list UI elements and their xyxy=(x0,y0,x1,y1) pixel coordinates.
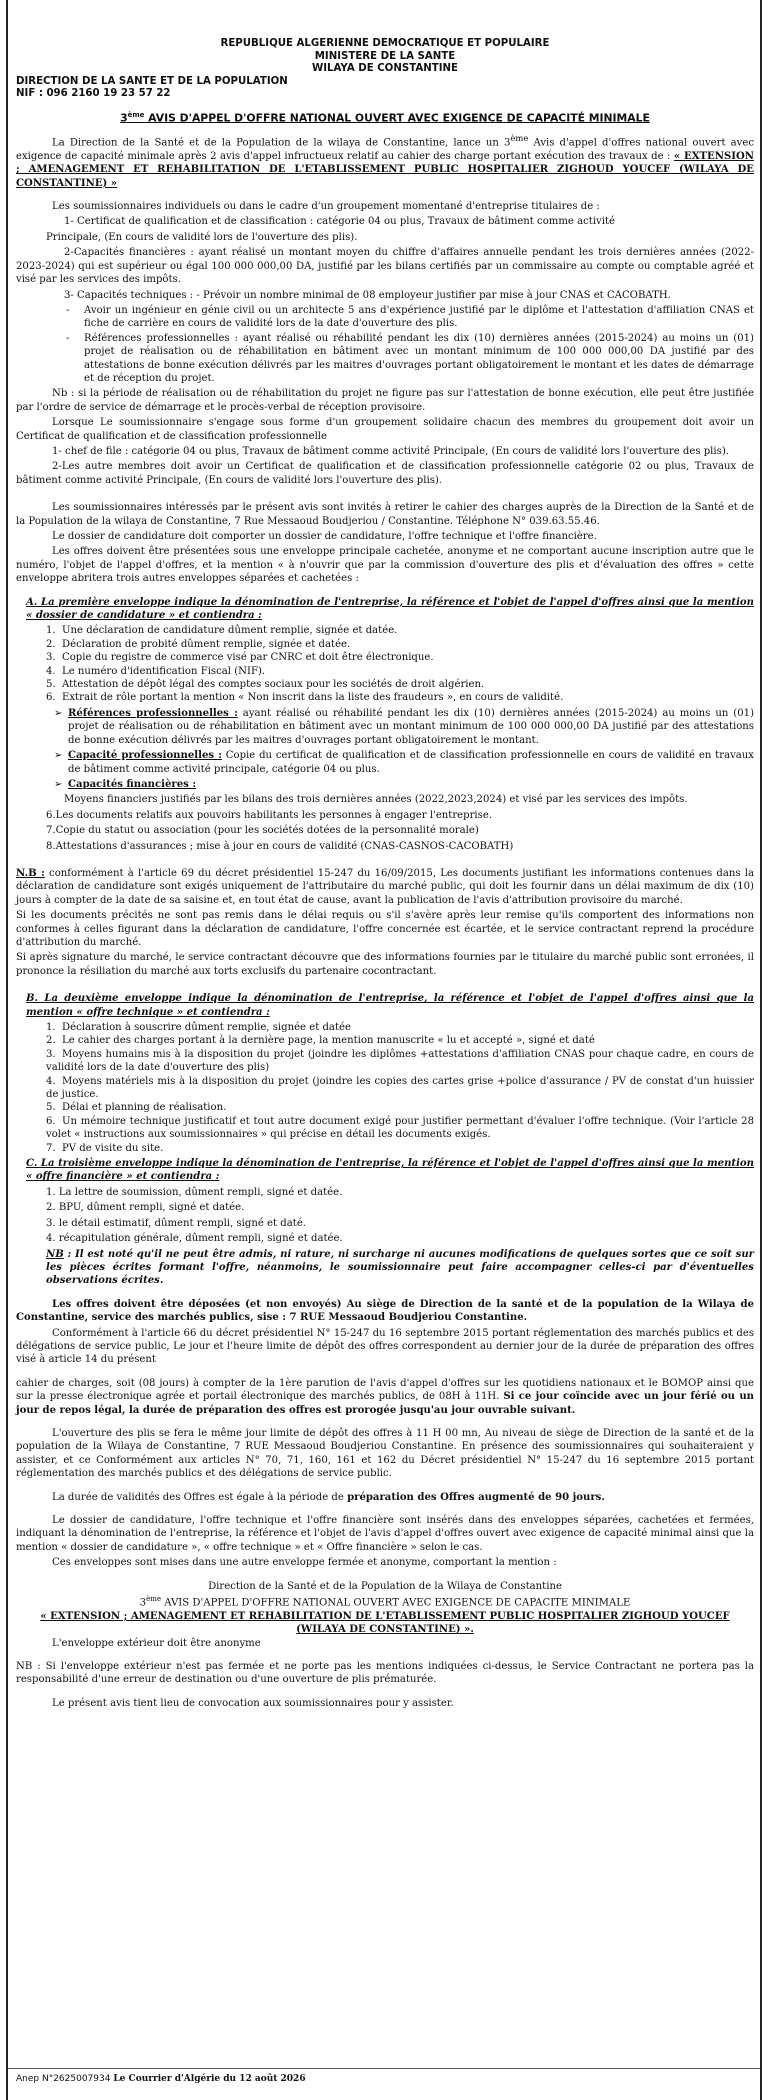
section-a-item-2 xyxy=(46,638,754,651)
newspaper-date: Le Courrier d'Algérie du 12 août 2026 xyxy=(113,2074,306,2084)
section-b-item-text: PV de visite du site. xyxy=(62,1142,164,1154)
section-a-item-number: 1. xyxy=(46,625,56,637)
header-wilaya: WILAYA DE CONSTANTINE xyxy=(311,63,458,74)
deposit-schedule xyxy=(16,1377,754,1417)
eligibility-technical: 3- Capacités techniques : - Prévoir un nombre minimal de 08 employeur justifier par mise à jour CNAS et CACOBATH. xyxy=(64,289,671,301)
project-name: « EXTENSION ; AMENAGEMENT ET REHABILITATION DE L'ETABLISSEMENT PUBLIC HOSPITALIER ZIGHOUD YOUCEF (WILAYA DE CONSTANTINE) » xyxy=(16,150,754,189)
section-a-item-3 xyxy=(46,651,754,664)
tender-notice xyxy=(16,38,754,1712)
section-c-item-4: 4. récapitulation générale, dûment rempli, signé et datée. xyxy=(46,1233,343,1245)
section-b-heading: B. La deuxième enveloppe indique la dénomination de l'entreprise, la référence et l'objet de l'appel d'offres ainsi que la mention « offre technique » et contiendra : xyxy=(26,993,754,1018)
section-a-item-text: Le numéro d'identification Fiscal (NIF). xyxy=(62,665,266,677)
section-a-item-text: Copie du registre de commerce visé par CNRC et doit être électronique. xyxy=(62,652,434,664)
section-b-item-2 xyxy=(46,1034,754,1047)
section-a-item-text: Une déclaration de candidature dûment remplie, signée et datée. xyxy=(62,625,398,637)
section-c-heading: C. La troisième enveloppe indique la dénomination de l'entreprise, la référence et l'objet de l'appel d'offres ainsi que la mention « offre financière » et contiendra : xyxy=(26,1158,754,1183)
group-members: 2-Les autre membres doit avoir un Certificat de qualification et de classification professionnelle catégorie 02 ou plus, Travaux de bâtiment comme activité Principale, (En cours de validité lors l'ouverture des plis). xyxy=(16,461,754,486)
section-a-item-text: Attestation de dépôt légal des comptes sociaux pour les sociétés de droit algérien. xyxy=(62,679,485,691)
cap-fin-item: ➢ Capacités financières : xyxy=(54,778,197,790)
outer-envelope-paragraph: Ces enveloppes sont mises dans une autre enveloppe fermée et anonyme, comportant la mention : xyxy=(52,1557,557,1569)
section-b-item-1 xyxy=(46,1021,754,1034)
section-b-item-text: Le cahier des charges portant à la dernière page, la mention manuscrite « lu et accepté », signé et daté xyxy=(62,1035,595,1047)
section-b-item-text: Moyens humains mis à la disposition du projet (joindre les diplômes +attestations d'affiliation CNAS pour chaque cadre, en cours de validité lors de la date d'ouverture des plis) xyxy=(46,1048,754,1074)
closing-nb: NB : Si l'enveloppe extérieur n'est pas fermée et ne porte pas les mentions indiquées ci-dessus, le Service Contractant ne portera pas la responsabilité d'une erreur de destination ou d'une ouverture de plis prématurée. xyxy=(16,1661,754,1686)
cap-fin-text: Moyens financiers justifiés par les bilans des trois dernières années (2022,2023,2024) et visé par les services des impôts. xyxy=(64,794,688,806)
section-a-item-text: Extrait de rôle portant la mention « Non inscrit dans la liste des fraudeurs », en cours de validité. xyxy=(62,692,564,704)
eligibility-nb: Nb : si la période de réalisation ou de réhabilitation du projet ne figure pas sur l'attestation de bonne exécution, elle peut être justifiée par l'ordre de service de démarrage et le procès-verbal de réception provisoire. xyxy=(16,388,754,413)
section-c-item-1: 1. La lettre de soumission, dûment rempli, signé et datée. xyxy=(46,1186,343,1198)
title-text: AVIS D'APPEL D'OFFRE NATIONAL OUVERT AVEC EXIGENCE DE CAPACITÉ MINIMALE xyxy=(144,111,650,125)
section-b-item-number: 1. xyxy=(46,1022,56,1034)
header-republic: REPUBLIQUE ALGERIENNE DEMOCRATIQUE ET POPULAIRE xyxy=(220,38,550,49)
technical-bullets xyxy=(16,304,754,385)
engineer-requirement: - Avoir un ingénieur en génie civil ou un architecte 5 ans d'expérience justifié par le diplôme et l'attestation d'affiliation CNAS et fiche de carrière en cours de validité lors de la date d'ouverture des plis. xyxy=(84,304,754,331)
envelope-project: « EXTENSION ; AMENAGEMENT ET REHABILITATION DE L'ETABLISSEMENT PUBLIC HOSPITALIER ZIGHOUD YOUCEF (WILAYA DE CONSTANTINE) ». xyxy=(40,1610,730,1636)
header-ministry: MINISTERE DE LA SANTE xyxy=(314,50,456,62)
section-b-item-number: 2. xyxy=(46,1035,56,1047)
section-b-item-5 xyxy=(46,1101,754,1114)
envelope-title-text: AVIS D'APPEL D'OFFRE NATIONAL OUVERT AVEC EXIGENCE DE CAPACITE MINIMALE xyxy=(161,1597,631,1609)
section-b-item-3 xyxy=(46,1048,754,1075)
group-intro: Lorsque Le soumissionnaire s'engage sous forme d'un groupement solidaire chacun des membres du groupement doit avoir un Certificat de qualification et de classification professionnelle xyxy=(16,417,754,442)
cap-pro-text: Copie du certificat de qualification et de classification professionnelle en cours de validité en travaux de bâtiment comme activité principale, catégorie 04 ou plus. xyxy=(68,750,754,775)
section-a-item-4 xyxy=(46,665,754,678)
section-c-nb-label: NB xyxy=(46,1248,64,1260)
right-border-rule xyxy=(760,0,762,2100)
section-b-item-text: Un mémoire technique justificatif et tout autre document exigé pour justifier permettant d'évaluer l'offre technique. (Voir l'article 28 volet « instructions aux soumissionnaires » qui précise en détail les documents exigés. xyxy=(46,1115,754,1141)
section-a-heading: A. La première enveloppe indique la dénomination de l'entreprise, la référence et l'objet de l'appel d'offres ainsi que la mention « dossier de candidature » et contiendra : xyxy=(26,596,754,622)
eligibility-financial: 2-Capacités financières : ayant réalisé un montant moyen du chiffre d'affaires annuelle pendant les trois dernières années (2022-2023-2024) qui est supérieur ou égal 100 000 000,00 DA, justifié par les bilans certifiés par un commissaire au compte ou comptable agréé et visé par les services des impôts. xyxy=(16,247,754,286)
title-number: 3 xyxy=(120,111,128,125)
group-leader: 1- chef de file : catégorie 04 ou plus, Travaux de bâtiment comme activité Principale, (En cours de validité lors l'ouverture des plis). xyxy=(52,445,729,457)
left-border-rule xyxy=(6,0,8,2100)
section-a-item-6 xyxy=(46,691,754,704)
envelope-direction: Direction de la Santé et de la Population de la Wilaya de Constantine xyxy=(208,1580,562,1592)
section-b-item-number: 7. xyxy=(46,1142,56,1154)
header-nif: NIF : 096 2160 19 23 57 22 xyxy=(16,88,171,99)
section-b-item-text: Moyens matériels mis à la disposition du projet (joindre les copies des cartes grise +police d'assurance / PV de constat d'un huissier de justice. xyxy=(46,1075,754,1101)
cap-pro-label: Capacité professionnelles : xyxy=(68,750,222,762)
nb-paragraph-2: Si les documents précités ne sont pas remis dans le délai requis ou s'il s'avère après leur remise qu'ils comportent des informations non conformes à celles figurant dans la déclaration de candidature, l'offre concernée est écartée, et le service contractant reprend la procédure d'attribution du marché. xyxy=(16,910,754,948)
envelope-title-number: 3 xyxy=(139,1597,147,1609)
header-direction: DIRECTION DE LA SANTE ET DE LA POPULATION xyxy=(16,75,288,87)
section-b-item-number: 4. xyxy=(46,1075,56,1087)
envelope-title-sup: ème xyxy=(146,1595,162,1604)
section-b-list xyxy=(16,1021,754,1155)
validity-paragraph xyxy=(16,1491,754,1504)
envelopes-paragraph: Le dossier de candidature, l'offre technique et l'offre financière sont insérés dans des enveloppes séparées, cachetées et fermées, indiquant la dénomination de l'entreprise, la référence et l'objet de l'avis d'appel d'offres ouvert avec exigence de capacité minimal ainsi que la mention « dossier de candidature », « offre technique » et « Offre financière » selon le cas. xyxy=(16,1515,754,1553)
section-a-item-6b: 6.Les documents relatifs aux pouvoirs habilitants les personnes à engager l'entreprise. xyxy=(46,809,493,821)
section-b-item-6 xyxy=(46,1115,754,1142)
section-a-item-1 xyxy=(46,624,754,637)
ref-pro-label: Références professionnelles : xyxy=(68,707,238,719)
opening-paragraph: L'ouverture des plis se fera le même jour limite de dépôt des offres à 11 H 00 mn, Au niveau de siège de Direction de la santé et de la population de la Wilaya de Constantine, 7 RUE Messaoud Boudjeriou Constantine. En présence des soumissionnaires qui souhaiteraient y assister, et ce Conformément aux articles N° 70, 71, 160, 161 et 162 du Décret présidentiel N° 15-247 du 16 septembre 2015 portant réglementation des marchés publics et des délégations de service public. xyxy=(16,1427,754,1480)
section-b-item-text: Délai et planning de réalisation. xyxy=(62,1102,227,1114)
envelope-paragraph: Les offres doivent être présentées sous une enveloppe principale cachetée, anonyme et ne comportant aucune inscription autre que le numéro, l'objet de l'appel d'offres, et la mention « à n'ouvrir que par la commission d'ouverture des plis et d'évaluation des offres » cette enveloppe abritera trois autres enveloppes séparées et cachetées : xyxy=(16,546,754,585)
intro-text-a: La Direction de la Santé et de la Population de la wilaya de Constantine, lance un 3 xyxy=(52,137,511,149)
section-b-item-number: 6. xyxy=(46,1115,56,1127)
closing-convocation: Le présent avis tient lieu de convocation aux soumissionnaires pour y assister. xyxy=(52,1697,454,1709)
intro-text-b: Avis d'appel d'offres national ouvert avec exigence de capacité minimale après 2 avis d'appel infructueux relatif au cahier des charge portant exécution des travaux de : xyxy=(16,137,754,162)
notice-title xyxy=(56,107,714,127)
deposit-schedule-text: cahier de charges, soit (08 jours) à compter de la 1ère parution de l'avis d'appel d'offres sur les quotidiens nationaux et le BOMOP ainsi que sur la presse électronique agrée et portail électronique des marchés publics, de 08H à 11H. xyxy=(16,1377,754,1403)
ref-pro-text: ayant réalisé ou réhabilité pendant les dix (10) dernières années (2015-2024) au moins un (01) projet de réalisation ou de réhabilitation en bâtiment avec un montant minimum de 100 000 000,00 DA justifié par des attestations de bonne exécution délivrés par les maitres d'ouvrages portant obligatoirement le montant. xyxy=(68,707,755,746)
section-c-nb-text: : Il est noté qu'il ne peut être admis, ni rature, ni surcharge ni aucunes modifications de quelques sortes que ce soit sur les pièces écrites formant l'offre, néanmoins, le soumissionnaire peut faire accompagner celles-ci par d'éventuelles observations écrites. xyxy=(46,1248,754,1287)
anep-number: Anep N°2625007934 xyxy=(16,2074,111,2084)
section-b-item-number: 5. xyxy=(46,1102,56,1114)
section-a-item-text: Déclaration de probité dûment remplie, signée et datée. xyxy=(62,638,351,650)
section-a-item-number: 4. xyxy=(46,665,56,677)
eligibility-intro: Les soumissionnaires individuels ou dans le cadre d'un groupement momentané d'entreprise titulaires de : xyxy=(52,201,600,213)
section-c-item-3: 3. le détail estimatif, dûment rempli, signé et daté. xyxy=(46,1217,307,1229)
eligibility-cert: 1- Certificat de qualification et de classification : catégorie 04 ou plus, Travaux de bâtiment comme activité xyxy=(64,216,616,228)
section-b-item-7 xyxy=(46,1142,754,1155)
section-b-item-4 xyxy=(46,1075,754,1102)
eligibility-cert-validity: Principale, (En cours de validité lors de l'ouverture des plis). xyxy=(46,231,358,243)
nb-text-1: conformément à l'article 69 du décret présidentiel 15-247 du 16/09/2015, Les documents justifiant les informations contenues dans la déclaration de candidature sont exigés uniquement de l'attributaire du marché public, qui doit les fournir dans un délai maximum de dix (10) jours à compter de la date de sa saisine et, en tout état de cause, avant la publication de l'avis d'attribution provisoire du marché. xyxy=(16,867,754,906)
section-a-item-7: 7.Copie du statut ou association (pour les sociétés dotées de la personnalité morale) xyxy=(46,825,479,837)
section-b-item-number: 3. xyxy=(46,1048,56,1060)
invite-paragraph: Les soumissionnaires intéressés par le présent avis sont invités à retirer le cahier des charges auprès de la Direction de la Santé et de la Population de la wilaya de Constantine, 7 Rue Messaoud Boudjeriou / Constantine. Téléphone N° 039.63.55.46. xyxy=(16,502,754,527)
deposit-paragraph: Les offres doivent être déposées (et non envoyés) Au siège de Direction de la santé et de la population de la Wilaya de Constantine, service des marchés publics, sise : 7 RUE Messaoud Boudjeriou Constantine. xyxy=(16,1298,754,1324)
nb-label: N.B : xyxy=(16,867,45,879)
ref-pro-item: ➢ Références professionnelles : ayant réalisé ou réhabilité pendant les dix (10) dernières années (2015-2024) au moins un (01) projet de réalisation ou de réhabilitation en bâtiment avec un montant minimum de 100 000 000,00 DA justifié par des attestations de bonne exécution délivrés par les maitres d'ouvrages portant obligatoirement le montant. xyxy=(54,707,755,746)
intro-paragraph xyxy=(16,132,754,190)
section-c-item-2: 2. BPU, dûment rempli, signé et datée. xyxy=(46,1202,245,1214)
deposit-holiday-rule: Si ce jour coïncide avec un jour férié ou un jour de repos légal, la durée de préparation des offres est prorogée jusqu'au jour ouvrable suivant. xyxy=(16,1391,754,1416)
deposit-regulation: Conformément à l'article 66 du décret présidentiel N° 15-247 du 16 septembre 2015 portant réglementation des marchés publics et des délégations de service public, Le jour et l'heure limite de dépôt des offres correspondent au dernier jour de la durée de préparation des offres visé à article 14 du présent xyxy=(16,1327,754,1366)
envelope-title xyxy=(16,1593,754,1610)
section-a-item-number: 6. xyxy=(46,692,56,704)
section-c-nb xyxy=(16,1248,754,1288)
validity-text: La durée de validités des Offres est égale à la période de xyxy=(52,1491,348,1503)
section-a-item-number: 2. xyxy=(46,638,56,650)
title-sup: ème xyxy=(127,110,145,119)
section-a-item-number: 5. xyxy=(46,679,56,691)
cap-pro-item: ➢ Capacité professionnelles : Copie du certificat de qualification et de classification professionnelle en cours de validité en travaux de bâtiment comme activité principale, catégorie 04 ou plus. xyxy=(54,750,754,775)
section-a-item-number: 3. xyxy=(46,652,56,664)
cap-fin-label: Capacités financières : xyxy=(68,778,197,790)
nb-paragraph-1 xyxy=(16,867,754,907)
section-a-item-8: 8.Attestations d'assurances ; mise à jour en cours de validité (CNAS-CASNOS-CACOBATH) xyxy=(46,840,514,852)
footer xyxy=(16,2074,306,2084)
section-a-list xyxy=(16,624,754,704)
section-b-item-text: Déclaration à souscrire dûment remplie, signée et datée xyxy=(62,1022,351,1034)
references-requirement: - Références professionnelles : ayant réalisé ou réhabilité pendant les dix (10) dernières années (2015-2024) au moins un (01) projet de réalisation ou de réhabilitation en bâtiment avec un montant minimum de 100 000 000,00 DA justifié par des attestations de bonne exécution délivrés par les maitres d'ouvrages portant obligatoirement le montant et les dates de démarrage et de réception du projet. xyxy=(84,332,754,386)
footer-rule xyxy=(8,2068,760,2069)
section-a-item-5 xyxy=(46,678,754,691)
validity-duration: préparation des Offres augmenté de 90 jours. xyxy=(347,1491,605,1503)
nb-paragraph-3: Si après signature du marché, le service contractant découvre que des informations fournies par le titulaire du marché public sont erronées, il prononce la résiliation du marché aux torts exclusifs du partenaire cocontractant. xyxy=(16,952,754,977)
envelope-anonymous: L'enveloppe extérieur doit être anonyme xyxy=(52,1637,261,1649)
intro-sup: ème xyxy=(510,133,529,144)
dossier-paragraph: Le dossier de candidature doit comporter un dossier de candidature, l'offre technique et l'offre financière. xyxy=(52,531,597,543)
